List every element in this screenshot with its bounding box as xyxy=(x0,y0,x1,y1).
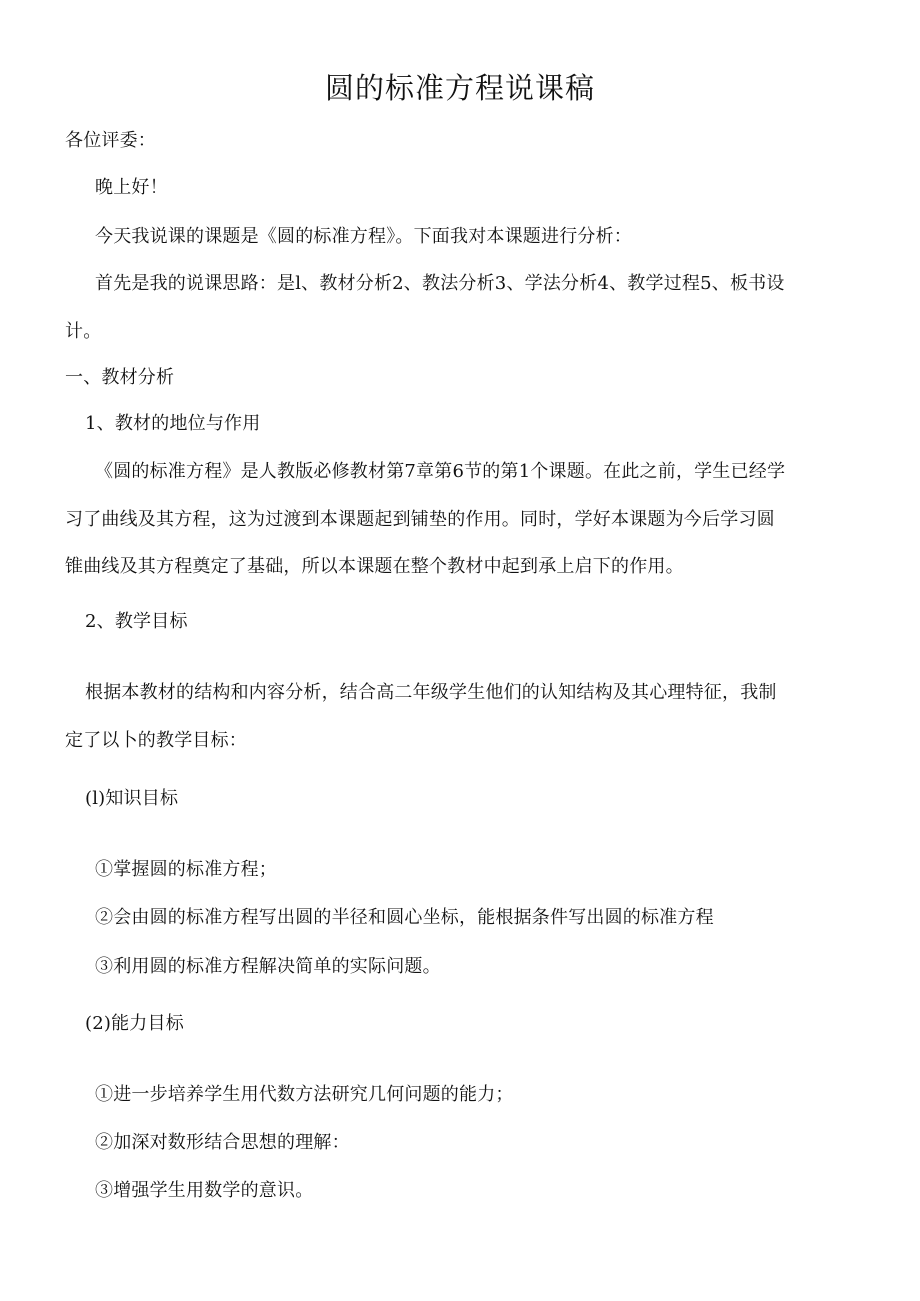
greeting: 晚上好！ xyxy=(95,177,168,198)
goal-item: ③增强学生用数学的意识。 xyxy=(95,1180,314,1201)
goal-item: ②会由圆的标准方程写出圆的半径和圆心坐标，能根据条件写出圆的标准方程 xyxy=(95,907,714,928)
outline-line-2: 计。 xyxy=(65,321,102,342)
goal-heading-knowledge: (l)知识目标 xyxy=(85,788,179,809)
section-heading-teaching-material: 一、教材分析 xyxy=(65,367,175,388)
paragraph-line: 锥曲线及其方程奠定了基础，所以本课题在整个教材中起到承上启下的作用。 xyxy=(65,556,684,577)
page-title: 圆的标准方程说课稿 xyxy=(324,71,595,105)
paragraph-line: 习了曲线及其方程，这为过渡到本课题起到铺垫的作用。同时，学好本课题为今后学习圆 xyxy=(65,509,775,530)
goal-item: ①掌握圆的标准方程； xyxy=(95,859,277,880)
goal-item: ①进一步培养学生用代数方法研究几何问题的能力； xyxy=(95,1084,514,1105)
paragraph-line: 定了以卜的教学目标： xyxy=(65,730,247,751)
intro-paragraph: 今天我说课的课题是《圆的标准方程》。下面我对本课题进行分析： xyxy=(95,226,632,247)
outline-line-1: 首先是我的说课思路：是l、教材分析2、教法分析3、学法分析4、教学过程5、板书设 xyxy=(95,273,785,294)
goal-heading-ability: (2)能力目标 xyxy=(85,1013,184,1034)
goal-item: ③利用圆的标准方程解决简单的实际问题。 xyxy=(95,956,441,977)
subheading-teaching-goals: 2、教学目标 xyxy=(85,611,188,632)
paragraph-line: 《圆的标准方程》是人教版必修教材第7章第6节的第1个课题。在此之前，学生已经学 xyxy=(95,461,786,482)
goal-item: ②加深对数形结合思想的理解： xyxy=(95,1132,350,1153)
salutation: 各位评委： xyxy=(65,130,156,151)
paragraph-line: 根据本教材的结构和内容分析，结合高二年级学生他们的认知结构及其心理特征，我制 xyxy=(85,682,777,703)
subheading-position-role: 1、教材的地位与作用 xyxy=(85,413,261,434)
